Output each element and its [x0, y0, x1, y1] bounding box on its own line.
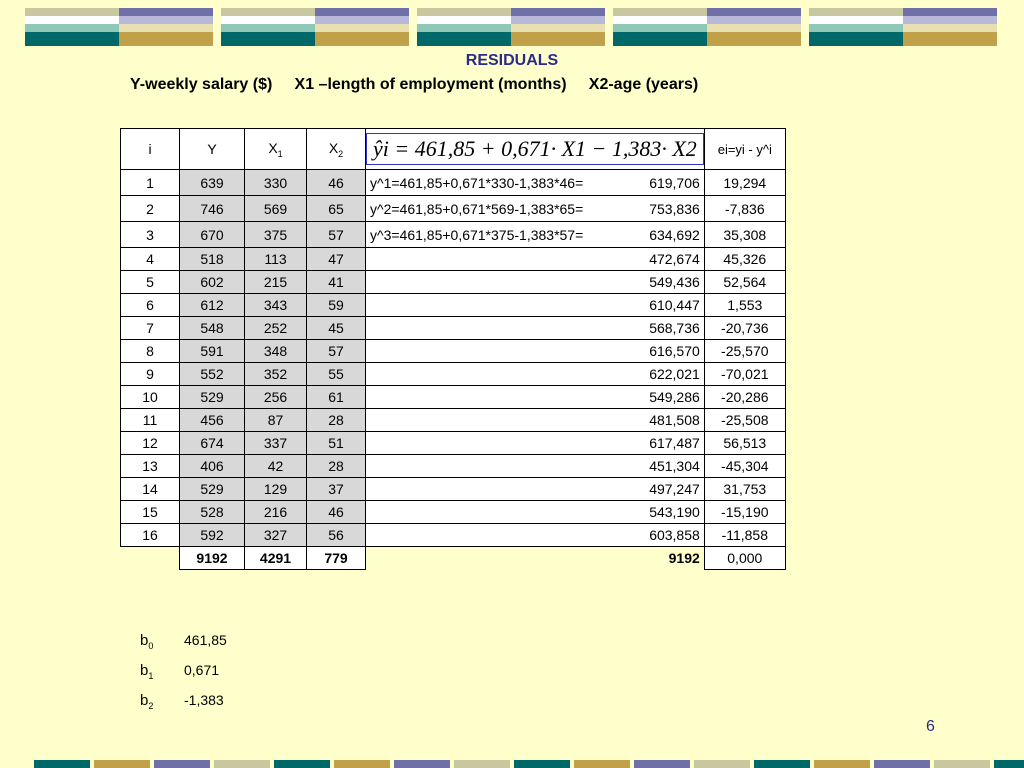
row-yhat: 610,447	[649, 297, 700, 313]
decoration-stripe	[334, 760, 390, 768]
decoration-stripe	[754, 760, 810, 768]
row-x1: 113	[245, 248, 307, 271]
row-yhat: 472,674	[649, 251, 700, 267]
row-x1: 42	[245, 455, 307, 478]
decoration-stripe	[214, 760, 270, 768]
row-y: 674	[180, 432, 245, 455]
row-residual: -11,858	[704, 524, 785, 547]
row-y: 552	[180, 363, 245, 386]
table-row	[121, 196, 786, 222]
row-x2: 41	[307, 271, 366, 294]
row-y: 639	[180, 170, 245, 196]
decoration-stripe	[274, 760, 330, 768]
row-residual: 31,753	[704, 478, 785, 501]
row-residual: -70,021	[704, 363, 785, 386]
decoration-stripe	[394, 760, 450, 768]
decoration-stripe	[814, 760, 870, 768]
decoration-block	[613, 8, 801, 46]
row-x2: 51	[307, 432, 366, 455]
row-x2: 55	[307, 363, 366, 386]
row-yhat: 753,836	[649, 200, 700, 217]
row-x1: 87	[245, 409, 307, 432]
row-index: 7	[121, 317, 180, 340]
decoration-block	[25, 8, 213, 46]
row-yhat: 568,736	[649, 320, 700, 336]
table-row	[121, 317, 786, 340]
row-y: 528	[180, 501, 245, 524]
row-x2: 37	[307, 478, 366, 501]
row-x1: 337	[245, 432, 307, 455]
row-prediction-cell	[366, 340, 705, 363]
row-x1: 215	[245, 271, 307, 294]
coefficient-label	[140, 632, 184, 651]
row-residual: -15,190	[704, 501, 785, 524]
header-x1-base: X	[268, 139, 278, 156]
table-row	[121, 455, 786, 478]
row-prediction-cell	[366, 386, 705, 409]
decoration-stripe	[934, 760, 990, 768]
row-index: 6	[121, 294, 180, 317]
row-residual: 1,553	[704, 294, 785, 317]
row-index: 9	[121, 363, 180, 386]
total-yhat-cell	[366, 547, 705, 570]
row-residual: -25,570	[704, 340, 785, 363]
table-row	[121, 501, 786, 524]
row-x2: 47	[307, 248, 366, 271]
coefficient-index: 0	[148, 641, 154, 651]
row-x2: 56	[307, 524, 366, 547]
table-row	[121, 409, 786, 432]
row-index: 2	[121, 196, 180, 222]
row-prediction-cell	[366, 294, 705, 317]
coefficient-value: 0,671	[184, 662, 220, 678]
coefficient-b1	[140, 662, 219, 681]
table-row	[121, 271, 786, 294]
total-x1: 4291	[245, 547, 307, 570]
row-prediction-cell	[366, 478, 705, 501]
variables-description: Y-weekly salary ($) X1 –length of employment (months) X2-age (years)	[130, 76, 699, 93]
row-yhat: 617,487	[649, 435, 700, 451]
residuals-table	[120, 128, 786, 570]
table-row	[121, 386, 786, 409]
row-prediction-cell	[366, 501, 705, 524]
table-row	[121, 222, 786, 248]
total-y: 9192	[180, 547, 245, 570]
row-index: 14	[121, 478, 180, 501]
row-x2: 65	[307, 196, 366, 222]
decoration-block	[221, 8, 409, 46]
row-yhat: 543,190	[649, 504, 700, 520]
row-x1: 352	[245, 363, 307, 386]
coefficient-symbol: b	[140, 632, 149, 649]
header-formula-cell	[366, 129, 705, 170]
table-header-row	[121, 129, 786, 170]
decoration-stripe	[94, 760, 150, 768]
row-residual: -20,736	[704, 317, 785, 340]
coefficient-value: 461,85	[184, 632, 227, 648]
decoration-stripe	[994, 760, 1024, 768]
row-prediction-cell	[366, 196, 705, 222]
row-index: 5	[121, 271, 180, 294]
table-row	[121, 170, 786, 196]
row-x1: 256	[245, 386, 307, 409]
row-calculation: y^3=461,85+0,671*375-1,383*57=	[370, 226, 584, 243]
bottom-decoration	[0, 760, 1024, 768]
coefficient-label	[140, 662, 184, 681]
row-residual: 52,564	[704, 271, 785, 294]
row-calculation: y^2=461,85+0,671*569-1,383*65=	[370, 200, 584, 217]
table-row	[121, 432, 786, 455]
decoration-stripe	[634, 760, 690, 768]
coefficient-b2	[140, 692, 224, 711]
row-y: 518	[180, 248, 245, 271]
row-y: 746	[180, 196, 245, 222]
header-x2-sub: 2	[338, 148, 344, 159]
table-row	[121, 294, 786, 317]
row-residual: 35,308	[704, 222, 785, 248]
decoration-stripe	[514, 760, 570, 768]
row-index: 1	[121, 170, 180, 196]
coefficient-index: 2	[148, 701, 154, 711]
row-residual: 19,294	[704, 170, 785, 196]
row-prediction-cell	[366, 363, 705, 386]
coefficient-value: -1,383	[184, 692, 224, 708]
row-x1: 330	[245, 170, 307, 196]
header-residual: ei=yi - y^i	[704, 129, 785, 170]
row-y: 529	[180, 478, 245, 501]
decoration-stripe	[874, 760, 930, 768]
row-yhat: 603,858	[649, 527, 700, 543]
row-index: 15	[121, 501, 180, 524]
table-row	[121, 340, 786, 363]
coefficient-symbol: b	[140, 692, 149, 709]
row-index: 11	[121, 409, 180, 432]
row-y: 548	[180, 317, 245, 340]
table-row	[121, 524, 786, 547]
page-title: RESIDUALS	[465, 52, 559, 69]
row-prediction-cell	[366, 170, 705, 196]
row-prediction-cell	[366, 317, 705, 340]
row-index: 4	[121, 248, 180, 271]
totals-empty	[121, 547, 180, 570]
row-residual: -7,836	[704, 196, 785, 222]
row-yhat: 549,286	[649, 389, 700, 405]
row-prediction-cell	[366, 432, 705, 455]
row-y: 592	[180, 524, 245, 547]
header-x1	[245, 129, 307, 170]
decoration-stripe	[454, 760, 510, 768]
row-yhat: 622,021	[649, 366, 700, 382]
coefficient-index: 1	[148, 671, 154, 681]
row-y: 406	[180, 455, 245, 478]
row-x1: 327	[245, 524, 307, 547]
row-prediction-cell	[366, 222, 705, 248]
header-x1-sub: 1	[277, 148, 283, 159]
table-row	[121, 248, 786, 271]
row-x1: 375	[245, 222, 307, 248]
row-index: 3	[121, 222, 180, 248]
total-yhat: 9192	[668, 550, 700, 567]
row-x1: 569	[245, 196, 307, 222]
decoration-block	[417, 8, 605, 46]
row-y: 529	[180, 386, 245, 409]
row-x2: 61	[307, 386, 366, 409]
row-yhat: 451,304	[649, 458, 700, 474]
row-yhat: 619,706	[649, 174, 700, 191]
row-x2: 45	[307, 317, 366, 340]
header-i: i	[121, 129, 180, 170]
table-row	[121, 363, 786, 386]
coefficient-symbol: b	[140, 662, 149, 679]
decoration-stripe	[694, 760, 750, 768]
row-x2: 46	[307, 170, 366, 196]
row-prediction-cell	[366, 409, 705, 432]
decoration-stripe	[34, 760, 90, 768]
row-y: 591	[180, 340, 245, 363]
row-x2: 46	[307, 501, 366, 524]
row-index: 12	[121, 432, 180, 455]
row-x2: 28	[307, 409, 366, 432]
header-x2-base: X	[328, 139, 339, 156]
row-x1: 252	[245, 317, 307, 340]
row-y: 602	[180, 271, 245, 294]
row-yhat: 634,692	[649, 226, 700, 243]
row-calculation: y^1=461,85+0,671*330-1,383*46=	[370, 174, 584, 191]
row-residual: -25,508	[704, 409, 785, 432]
row-y: 612	[180, 294, 245, 317]
row-yhat: 497,247	[649, 481, 700, 497]
row-x2: 59	[307, 294, 366, 317]
coefficient-b0	[140, 632, 227, 651]
row-residual: 56,513	[704, 432, 785, 455]
row-index: 10	[121, 386, 180, 409]
table-row	[121, 478, 786, 501]
row-yhat: 616,570	[649, 343, 700, 359]
row-prediction-cell	[366, 455, 705, 478]
totals-row	[121, 547, 786, 570]
header-x2	[307, 129, 366, 170]
total-x2: 779	[307, 547, 366, 570]
row-index: 16	[121, 524, 180, 547]
row-residual: 45,326	[704, 248, 785, 271]
row-x2: 57	[307, 222, 366, 248]
row-x2: 28	[307, 455, 366, 478]
decoration-stripe	[154, 760, 210, 768]
header-y: Y	[180, 129, 245, 170]
row-x1: 343	[245, 294, 307, 317]
row-residual: -20,286	[704, 386, 785, 409]
decoration-block	[809, 8, 997, 46]
row-prediction-cell	[366, 271, 705, 294]
row-yhat: 549,436	[649, 274, 700, 290]
page-number: 6	[926, 718, 935, 735]
row-prediction-cell	[366, 248, 705, 271]
row-index: 13	[121, 455, 180, 478]
coefficient-label	[140, 692, 184, 711]
row-x1: 348	[245, 340, 307, 363]
row-residual: -45,304	[704, 455, 785, 478]
row-y: 670	[180, 222, 245, 248]
regression-formula	[366, 133, 704, 165]
row-x1: 216	[245, 501, 307, 524]
row-yhat: 481,508	[649, 412, 700, 428]
row-x1: 129	[245, 478, 307, 501]
total-residual: 0,000	[704, 547, 785, 570]
formula-text: ŷi = 461,85 + 0,671· X1 − 1,383· X2	[373, 136, 697, 161]
row-y: 456	[180, 409, 245, 432]
row-index: 8	[121, 340, 180, 363]
row-x2: 57	[307, 340, 366, 363]
row-prediction-cell	[366, 524, 705, 547]
decoration-stripe	[574, 760, 630, 768]
